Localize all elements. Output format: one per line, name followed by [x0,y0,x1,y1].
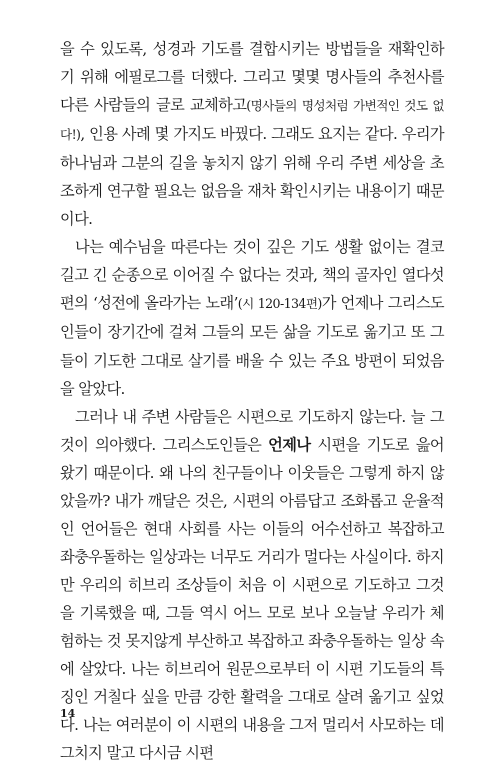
page-number: 14 [60,707,76,720]
paragraph-3-run-1: 그러나 내 주변 사람들은 시편으로 기도하지 않는다. 늘 그것이 의아했다. 그리스도인들은 [60,407,444,454]
paragraph-1-run-3: , 인용 사례 몇 가지도 바꿨다. 그래도 요지는 같다. 우리가 하나님과 그분의 길을 놓치지 않기 위해 우리 주변 세상을 초조하게 연구할 필요는 없음을 재차 확인시키는 내용이기 때문이다. [60,125,444,229]
body-text [60,35,444,767]
paragraph-3 [60,403,444,768]
scripture-reference: (시 120-134편) [237,296,322,312]
emphasis-always: 언제나 [268,435,311,454]
paragraph-2-run-3: 가 언제나 그리스도인들이 장기간에 걸쳐 그들의 모든 삶을 기도로 옮기고 또 그들이 기도한 그대로 살기를 배울 수 있는 주요 방편이 되었음을 알았다. [60,294,444,398]
paragraph-2-run-1: 나는 예수님을 따른다는 것이 깊은 기도 생활 없이는 결코 길고 긴 순종으로 이어질 수 없다는 것과, 책의 골자인 열다섯 편의 ‘성전에 올라가는 노래’ [60,238,444,313]
paragraph-1-run-1: 을 수 있도록, 성경과 기도를 결합시키는 방법들을 재확인하기 위해 에필로그를 더했다. 그리고 몇몇 명사들의 추천사를 다른 사람들의 글로 교체하고 [60,40,444,115]
paragraph-3-run-3: 시편을 기도로 읊어 왔기 때문이다. 왜 나의 친구들이나 이웃들은 그렇게 하지 않았을까? 내가 깨달은 것은, 시편의 아름답고 조화롭고 운율적인 언어들은 현대 사회를 사는 이들의 어수선하고 복잡하고 좌충우돌하는 일상과는 너무도 거리가 멀다는 사실이다. 하지만 우리의 히브리 조상들이 처음 이 시편으로 기도하고 그것을 기록했을 때, 그들 역시 어느 모로 보나 오늘날 우리가 체험하는 것 못지않게 부산하고 복잡하고 좌충우돌하는 일상 속에 살았다. 나는 히브리어 원문으로부터 이 시편 기도들의 특징인 거칠다 싶을 만큼 강한 활력을 그대로 살려 옮기고 싶었다. 나는 여러분이 이 시편의 내용을 그저 멀리서 사모하는 데 그치지 말고 다시금 시편 [60,435,444,763]
paragraph-2 [60,233,444,402]
paragraph-1 [60,35,444,233]
parenthetical-note: (명사들의 명성처럼 가변적인 것도 없다!) [60,98,444,143]
